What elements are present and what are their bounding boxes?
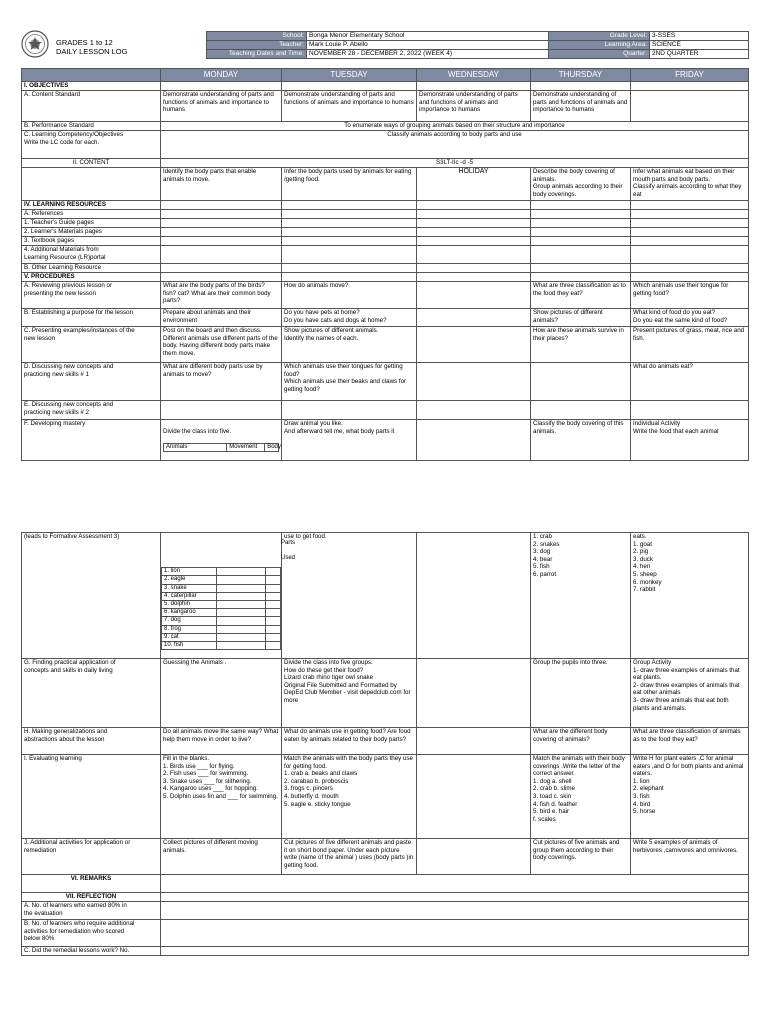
textbook-label: 3. Textbook pages [22,237,161,246]
lesson-log-table-continued [21,532,749,956]
generalize-label: H. Making generalizations and abstractions about the lesson [22,728,161,755]
animal-row [162,584,281,592]
cs-tuesday: Demonstrate understanding of parts and functions of animals and importance to humans [282,91,417,122]
additional-materials-label: 4. Additional Materials from Learning Resource (LR)portal [22,246,161,264]
evaluate-tuesday: Match the animals with the body parts they use for getting food. 1. crab a. beaks and claws 2. carabao b. proboscis 3. frogs c. pincers 4. butterfly d. mouth 5. eagle e. sticky tongue [282,755,417,839]
animal-name: 8. frog [162,625,217,633]
body-cell [265,625,280,633]
header [21,29,748,63]
additional-tuesday: Cut pictures of five different animals and paste it on short bond paper. Under each picture write (name of the animal ) uses (body parts )in getting food. [282,839,417,875]
content-code: S3LT-IIc -d -5 [161,159,749,168]
day-friday: FRIDAY [631,69,749,82]
animal-movement-table [161,567,281,650]
animal-row [162,642,281,650]
evaluate-label: I. Evaluating learning [22,755,161,839]
review-label: A. Reviewing previous lesson or presenting the new lesson [22,282,161,309]
animal-row [162,576,281,584]
purpose-label: B. Establishing a purpose for the lesson [22,309,161,327]
deped-seal-icon [21,30,49,58]
examples-label: C. Presenting examples/instances of the new lesson [22,327,161,363]
animal-row [162,601,281,609]
learners-materials-label: 2. Learner's Materials pages [22,228,161,237]
grade-level-label: Grade Level: [549,32,650,41]
lesson-log-page-1 [21,68,748,461]
body-cell [265,601,280,609]
animal-name: 9. cat [162,633,217,641]
evaluate-friday: Write H for plant eaters ,C for animal eaters ,and O for both plants and animal eaters. 1. lion 2. elephant 3. fish 4. bird 5. horse [631,755,749,839]
generalize-friday: What are three classification of animals as to the food they eat? [631,728,749,755]
practical-thursday: Group the pupils into three. [531,659,631,728]
competency-label: C. Learning Competency/Objectives Write the LC code for each. [22,131,161,159]
generalize-monday: Do all animals move the same way? What help them move in order to live? [161,728,282,755]
examples-friday: Present pictures of grass, meat, rice and fish. [631,327,749,363]
animal-name: 5. dolphin [162,601,217,609]
movement-cell [216,609,265,617]
movement-cell [216,584,265,592]
discuss1-friday: What do animals eat? [631,363,749,401]
animal-row [162,617,281,625]
reflection-a-label: A. No. of learners who earned 80% in the evaluation [22,902,161,920]
generalize-thursday: What are the different body covering of animals? [531,728,631,755]
dates-value: NOVEMBER 28 - DECEMBER 2, 2022 (WEEK 4) [307,50,549,59]
mastery-tuesday: Draw animal you like. And afterward tell me, what body parts it [282,420,417,461]
mastery-animal-table-cell [161,533,295,659]
lesson-log-page-2 [21,532,748,956]
ps-all-days: To enumerate ways of grouping animals based on their structure and importance [161,122,749,131]
examples-tuesday: Show pictures of different animals. Identify the names of each. [282,327,417,363]
animal-row [162,625,281,633]
examples-monday: Post on the board and then discuss. Different animals use different parts of the body. Having different body parts make them move. [161,327,282,363]
review-thursday: What are three classification as to the food they eat? [531,282,631,309]
teacher-value: Mark Louie P. Abello [307,41,549,50]
cs-wednesday: Demonstrate understanding of parts and functions of animals and importance to humans [417,91,531,122]
day-thursday: THURSDAY [531,69,631,82]
body-cell [265,568,280,576]
additional-monday: Collect pictures of different moving animals. [161,839,282,875]
parts-label: Parts [280,540,295,547]
body-cell [265,584,280,592]
learning-area-label: Learning Area: [549,41,650,50]
practical-tuesday: Divide the class into five groups. How do these get their food? Lizard crab rhino tiger owl snake Original File Submitted and Formatted by DepEd Club Member - visit depedclub.com for more [282,659,417,728]
other-resources-label: B. Other Learning Resource [22,264,161,273]
lesson-log-table [21,68,749,461]
animal-name: 2. eagle [162,576,217,584]
body-cell [265,592,280,600]
log-title: DAILY LESSON LOG [56,46,128,56]
mastery-label: F. Developing mastery [22,420,161,461]
evaluate-monday: Fill in the blanks. 1. Birds use ___ for flying. 2. Fish uses ___ for swimming. 3. Snake uses ___ for slithering. 4. Kangaroo uses ___ for hopping. 5. Dolphin uses fin and ___ for swimming. [161,755,282,839]
friday-animal-list: eats. 1. goat 2. pig 3. duck 4. hen 5. sheep 6. monkey 7. rabbit [631,533,749,659]
header-info-table [206,31,749,59]
school-value: Bonga Menor Elementary School [307,32,549,41]
practical-monday: Guessing the Animals . [161,659,282,728]
learning-area-value: SCIENCE [650,41,749,50]
animal-name: 6. kangaroo [162,609,217,617]
content-friday: Infer what animals eat based on their mouth parts and body parts. Classify animals according to what they eat [631,168,749,201]
purpose-tuesday: Do you have pets at home? Do you have cats and dogs at home? [282,309,417,327]
body-cell [265,642,280,650]
examples-thursday: How are these animals survive in their places? [531,327,631,363]
mastery-col-animals: Animals [164,443,227,451]
day-wednesday: WEDNESDAY [417,69,531,82]
competency-all-days: Classify animals according to body parts and use [161,131,749,159]
references-label: A. References [22,210,161,219]
animal-name: 10. fish [162,642,217,650]
animal-name: 4. caterpillar [162,592,217,600]
cs-thursday: Demonstrate understanding of parts and functions of animals and importance to humans [531,91,631,122]
mastery-monday [161,420,282,461]
reflection-heading: VII. REFLECTION [22,893,161,902]
day-monday: MONDAY [161,69,282,82]
discuss1-monday: What are different body parts use by animals to move? [161,363,282,401]
performance-standard-label: B. Performance Standard [22,122,161,131]
body-cell [265,609,280,617]
movement-cell [216,568,265,576]
mastery-monday-table [163,443,279,452]
animal-name: 3. snake [162,584,217,592]
practical-friday: Group Activity 1- draw three examples of animals that eat plants. 2- draw three examples of animals that eat other animals 3- draw three animals that eat both plants and animals. [631,659,749,728]
review-monday: What are the body parts of the birds? fish? cat? What are their common body parts? [161,282,282,309]
mastery-cont-label: (leads to Formative Assessment 3) [22,533,161,659]
purpose-thursday: Show pictures of different animals? [531,309,631,327]
animal-row [162,633,281,641]
movement-cell [216,617,265,625]
body-cell [265,633,280,641]
purpose-friday: What kind of food do you eat? Do you eat the same kind of food? [631,309,749,327]
teacher-label: Teacher: [207,41,307,50]
procedures-heading: V. PROCEDURES [22,273,161,282]
additional-friday: Write 5 examples of animals of herbivores ,carnivores and omnivores. [631,839,749,875]
content-thursday: Describe the body covering of animals. Group animals according to their body coverings. [531,168,631,201]
dates-label: Teaching Dates and Time: [207,50,307,59]
objectives-heading: I. OBJECTIVES [22,82,161,91]
practical-label: G. Finding practical application of concepts and skills in daily living [22,659,161,728]
teachers-guide-label: 1. Teacher's Guide pages [22,219,161,228]
grades-label: GRADES 1 to 12 [56,38,113,47]
used-label: Used [280,555,295,562]
body-cell [265,576,280,584]
discuss1-label: D. Discussing new concepts and practicing new skills # 1 [22,363,161,401]
mastery-friday: Individual Activity Write the food that each animal [631,420,749,461]
review-friday: Which animals use their tongue for getting food? [631,282,749,309]
generalize-tuesday: What do animals use in getting food? Are food eaten by animals related to their body parts? [282,728,417,755]
content-standard-label: A. Content Standard [22,91,161,122]
purpose-monday: Prepare about animals and their environment [161,309,282,327]
quarter-label: Quarter: [549,50,650,59]
school-label: School: [207,32,307,41]
mastery-monday-text: Divide the class into five. [163,427,232,435]
movement-cell [216,625,265,633]
mastery-col-movement: Movement [227,443,265,451]
grade-level-value: 3-SSES [650,32,749,41]
evaluate-thursday: Match the animals with their body coverings .Write the letter of the correct answer. 1. dog a. shell 2. crab b. slime 3. toad c. skin 4. fish d. feather 5. bird e. hair f. scales [531,755,631,839]
content-wednesday: HOLIDAY [417,168,531,201]
movement-cell [216,601,265,609]
reflection-b-label: B. No. of learners who require additional activities for remediation who scored below 80% [22,920,161,947]
animal-name: 1. lion [162,568,217,576]
day-tuesday: TUESDAY [282,69,417,82]
animal-row [162,609,281,617]
movement-cell [216,576,265,584]
additional-thursday: Cut pictures of five animals and group them according to their body coverings. [531,839,631,875]
content-heading: II. CONTENT [22,159,161,168]
thursday-animal-list: 1. crab 2. snakes 3. dog 4. bear 5. fish 6. parrot [531,533,631,659]
discuss2-label: E. Discussing new concepts and practicing new skills # 2 [22,401,161,420]
content-monday: Identify the body parts that enable animals to move. [161,168,282,201]
mastery-tuesday-cont: use to get food. [282,533,417,659]
movement-cell [216,592,265,600]
additional-label: J. Additional activities for application or remediation [22,839,161,875]
reflection-c-label: C. Did the remedial lessons work? No. [22,947,161,956]
resources-heading: IV. LEARNING RESOURCES [22,201,161,210]
content-tuesday: Infer the body parts used by animals for eating /getting food. [282,168,417,201]
discuss1-tuesday: Which animals use their tongues for getting food? Which animals use their beaks and claws for getting food? [282,363,417,401]
animal-row [162,592,281,600]
movement-cell [216,633,265,641]
quarter-value: 2ND QUARTER [650,50,749,59]
animal-name: 7. dog [162,617,217,625]
mastery-col-body: Body [265,443,279,451]
movement-cell [216,642,265,650]
body-cell [265,617,280,625]
cs-monday: Demonstrate understanding of parts and functions of animals and importance to humans [161,91,282,122]
mastery-thursday: Classify the body covering of this animals. [531,420,631,461]
animal-row [162,568,281,576]
remarks-heading: VI. REMARKS [22,875,161,893]
review-tuesday: How do animals move? [282,282,417,309]
